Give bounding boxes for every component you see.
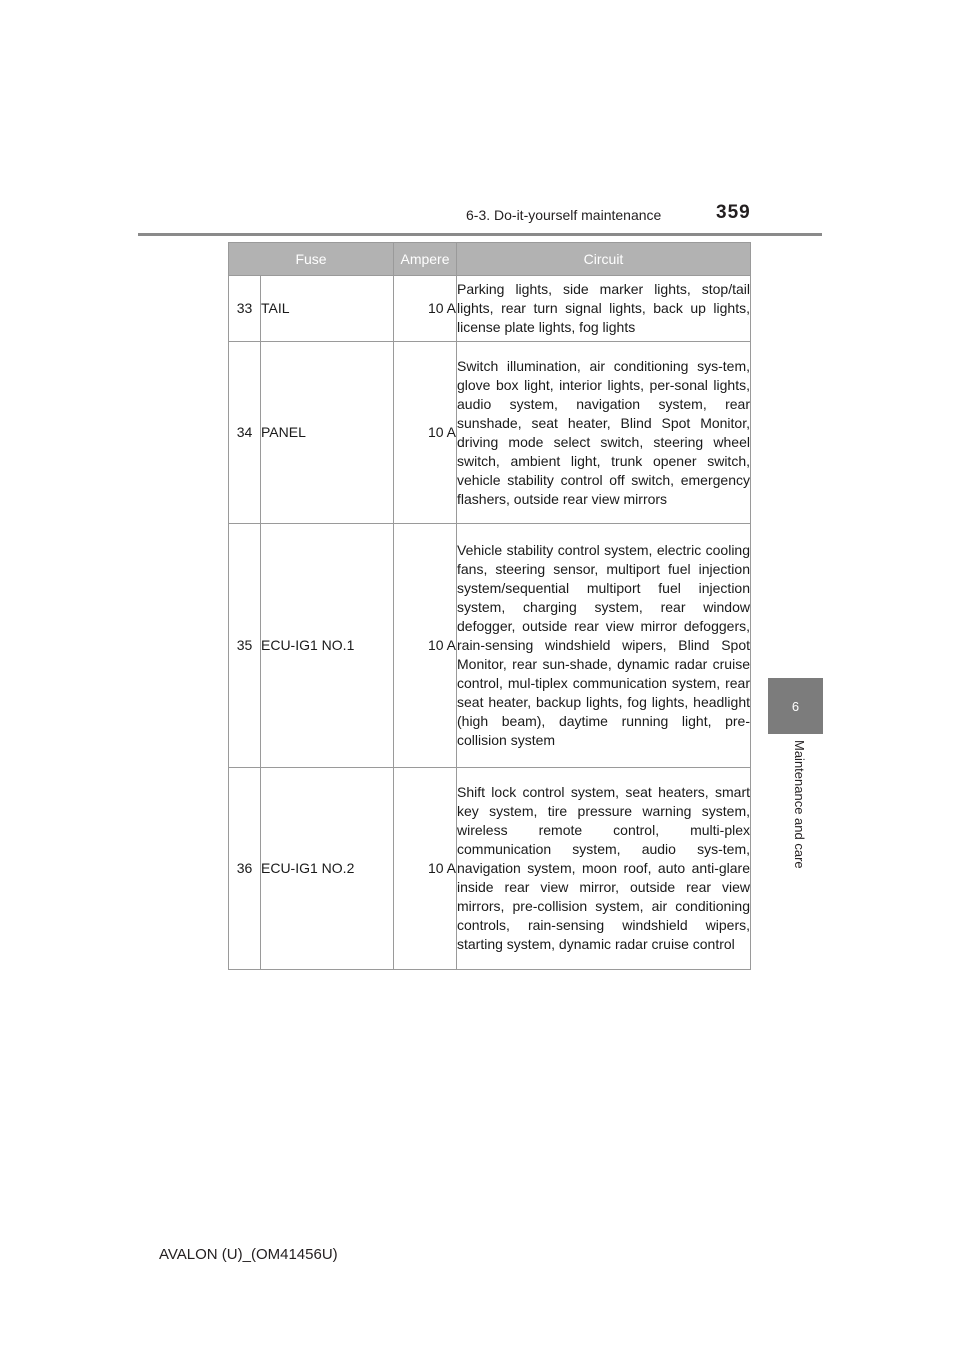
fuse-number: 36 — [229, 768, 261, 970]
fuse-number: 33 — [229, 276, 261, 342]
table-row — [229, 276, 751, 342]
chapter-label: Maintenance and care — [792, 740, 807, 869]
fuse-name: TAIL — [261, 276, 394, 342]
page-number: 359 — [716, 202, 751, 223]
fuse-name: ECU-IG1 NO.2 — [261, 768, 394, 970]
fuse-ampere: 10 A — [394, 342, 457, 524]
fuse-circuit: Switch illumination, air conditioning sys-tem, glove box light, interior lights, per-sonal lights, audio system, navigation system, rear sunshade, seat heater, Blind Spot Monitor, driving mode select switch, steering wheel switch, ambient light, trunk opener switch, vehicle stability control off switch, emergency flashers, outside rear view mirrors — [457, 342, 751, 524]
fuse-circuit: Vehicle stability control system, electric cooling fans, steering sensor, multiport fuel injection system/sequential multiport fuel injection system, charging system, rear window defogger, outside rear view mirror defoggers, rain-sensing windshield wipers, Blind Spot Monitor, rear sun-shade, dynamic radar cruise control, mul-tiplex communication system, rear seat heater, backup lights, fog lights, headlight (high beam), daytime running light, pre-collision system — [457, 524, 751, 768]
column-header-circuit: Circuit — [457, 243, 751, 276]
fuse-ampere: 10 A — [394, 768, 457, 970]
column-header-fuse: Fuse — [229, 243, 394, 276]
chapter-number: 6 — [791, 698, 800, 714]
section-title: 6-3. Do-it-yourself maintenance — [466, 207, 662, 223]
table-row — [229, 524, 751, 768]
fuse-circuit: Parking lights, side marker lights, stop/tail lights, rear turn signal lights, back up lights, license plate lights, fog lights — [457, 276, 751, 342]
fuse-ampere: 10 A — [394, 276, 457, 342]
fuse-circuit: Shift lock control system, seat heaters, smart key system, tire pressure warning system, wireless remote control, multi-plex communication system, audio sys-tem, navigation system, moon roof, auto anti-glare inside rear view mirror, outside rear view mirrors, pre-collision system, air conditioning controls, rain-sensing windshield wipers, starting system, dynamic radar cruise control — [457, 768, 751, 970]
fuse-name: PANEL — [261, 342, 394, 524]
fuse-name: ECU-IG1 NO.1 — [261, 524, 394, 768]
fuse-number: 35 — [229, 524, 261, 768]
table-row — [229, 768, 751, 970]
table-row — [229, 342, 751, 524]
fuse-table — [228, 242, 751, 970]
model-code: AVALON (U)_(OM41456U) — [159, 1246, 338, 1263]
table-header-row — [229, 243, 751, 276]
chapter-tab[interactable] — [768, 678, 823, 734]
header-divider — [138, 233, 822, 236]
fuse-ampere: 10 A — [394, 524, 457, 768]
fuse-number: 34 — [229, 342, 261, 524]
column-header-ampere: Ampere — [394, 243, 457, 276]
